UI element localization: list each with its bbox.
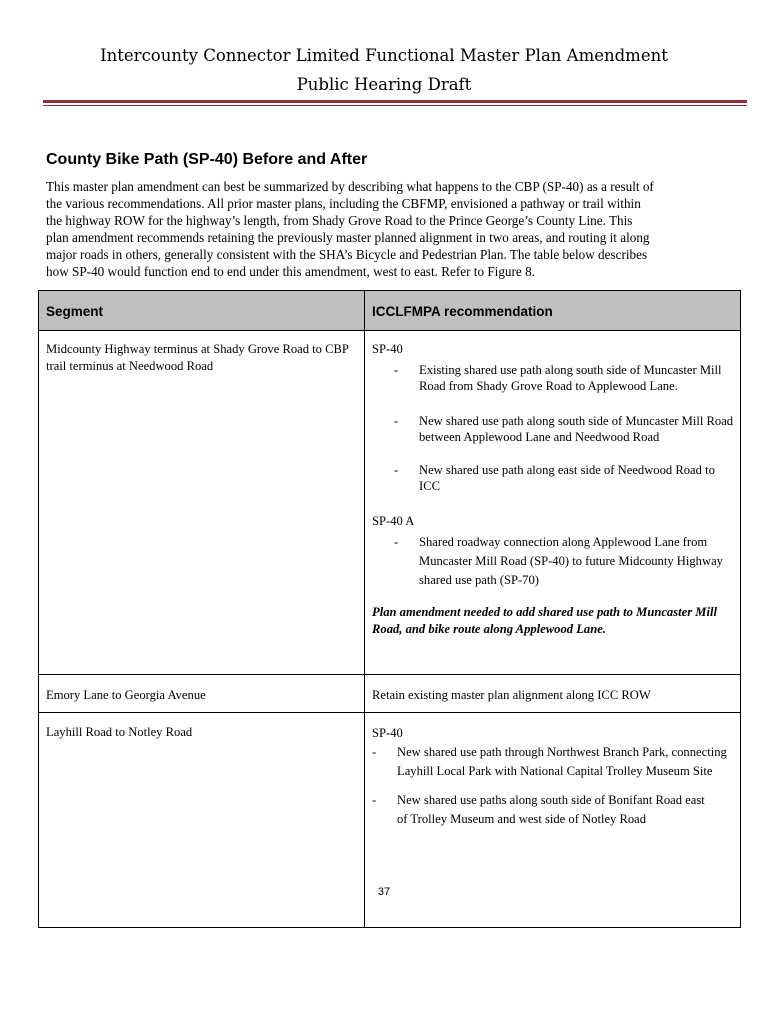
list-item-text: New shared use paths along south side of Bonifant Road east of Trolley Museum and west side of Notley Road [397,792,705,826]
recommendation-text: Retain existing master plan alignment along ICC ROW [372,688,651,702]
intro-line: the various recommendations. All prior master plans, including the CBFMP, envisioned a pathway or trail within [46,195,641,211]
bullet-dash: - [394,462,399,477]
header-rule-thick [43,100,747,103]
bullet-dash: - [394,535,399,549]
bullet-dash: - [394,413,399,428]
column-header-segment: Segment [39,291,365,331]
intro-line: how SP-40 would function end to end under this amendment, west to east. Refer to Figure 8. [46,263,535,279]
list-item-text: Existing shared use path along south side of Muncaster Mill Road from Shady Grove Road to Applewood Lane. [419,362,722,393]
table-header-row [39,291,741,331]
list-item-text: New shared use path along south side of Muncaster Mill Road between Applewood Lane and Needwood Road [419,413,734,444]
list-item [372,462,734,495]
bullet-dash: - [372,744,377,759]
segment-table [38,290,741,928]
list-item [372,791,734,829]
route-code: SP-40 A [372,513,415,528]
plan-amendment-note: Plan amendment needed to add shared use path to Muncaster Mill Road, and bike route along Applewood Lane. [372,605,717,636]
section-heading: County Bike Path (SP-40) Before and After [46,151,368,168]
recommendation-cell [365,331,741,675]
list-item [372,413,734,446]
intro-paragraph [46,179,742,280]
segment-text: Emory Lane to Georgia Avenue [46,688,206,702]
document-subtitle: Public Hearing Draft [296,75,472,94]
list-item-text: New shared use path along east side of Needwood Road to ICC [419,462,715,493]
table-row [39,331,741,675]
intro-line: major roads in others, generally consistent with the SHA’s Bicycle and Pedestrian Plan. The table below describes [46,246,648,262]
intro-line: plan amendment recommends retaining the previously master planned alignment in two areas, and routing it along [46,229,650,245]
bullet-dash: - [372,792,377,807]
table-row [39,675,741,713]
segment-text: Layhill Road to Notley Road [46,724,193,739]
route-code: SP-40 [372,342,403,356]
list-item [372,362,734,395]
segment-cell [39,331,365,675]
column-header-recommendation: ICCLFMPA recommendation [365,291,741,331]
page-number: 37 [377,886,391,898]
list-item [372,743,734,781]
list-item [372,533,734,590]
bullet-dash: - [394,362,399,377]
intro-line: the highway ROW for the highway’s length, from Shady Grove Road to the Prince George’s County Line. This [46,212,633,228]
route-code: SP-40 [372,725,403,740]
document-title: Intercounty Connector Limited Functional Master Plan Amendment [100,46,668,65]
intro-line: This master plan amendment can best be summarized by describing what happens to the CBP (SP-40) as a result of [46,179,654,194]
header-rule-thin [43,105,747,106]
segment-text: Midcounty Highway terminus at Shady Grove Road to CBP trail terminus at Needwood Road [46,342,349,373]
recommendation-cell [365,675,741,713]
list-item-text: New shared use path through Northwest Branch Park, connecting Layhill Local Park with National Capital Trolley Museum Site [397,744,727,778]
list-item-text: Shared roadway connection along Applewood Lane from Muncaster Mill Road (SP-40) to future Midcounty Highway shared use path (SP-70) [419,535,723,587]
segment-cell [39,675,365,713]
